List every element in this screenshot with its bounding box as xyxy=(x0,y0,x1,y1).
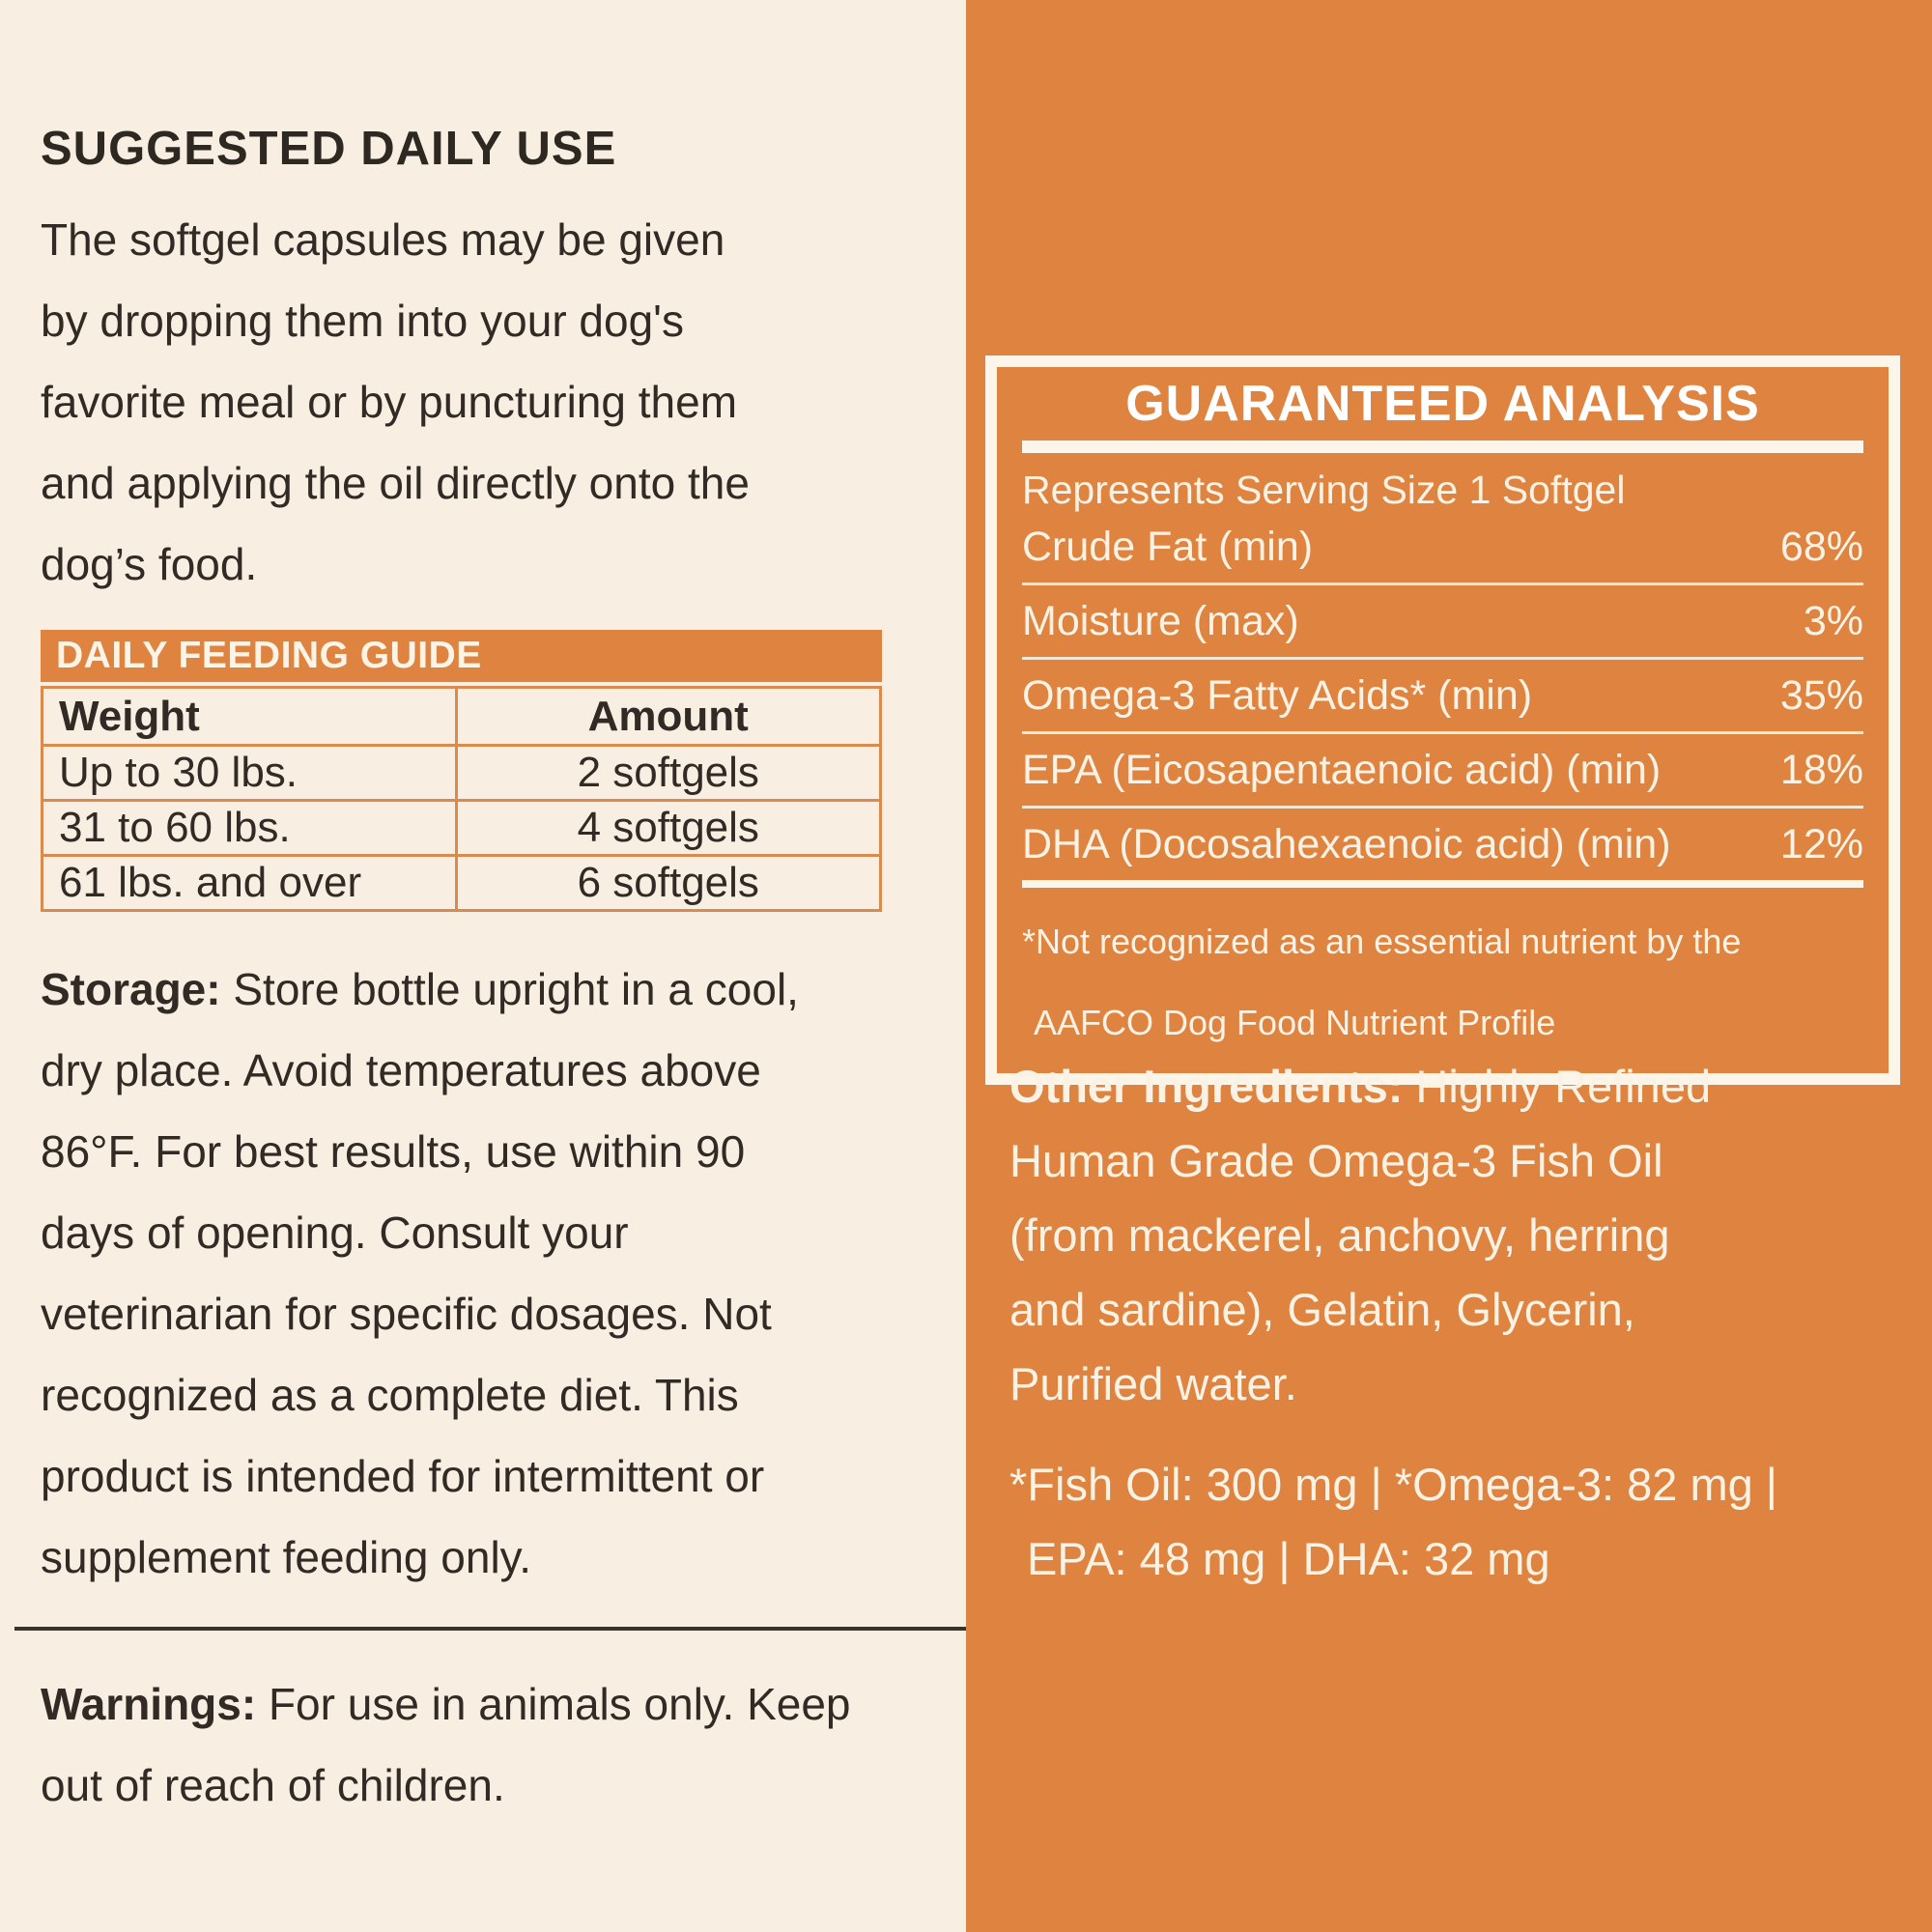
analysis-row xyxy=(1022,511,1863,582)
warnings-line-rest: For use in animals only. Keep xyxy=(256,1679,851,1729)
nutrient-label: Moisture (max) xyxy=(1022,598,1299,644)
nutrient-value: 35% xyxy=(1779,672,1863,719)
amount-cell: 2 softgels xyxy=(456,746,880,801)
warnings-paragraph xyxy=(41,1663,966,1826)
storage-line: product is intended for intermittent or xyxy=(41,1451,765,1501)
column-header-weight: Weight xyxy=(43,688,457,746)
nutrient-label: Omega-3 Fatty Acids* (min) xyxy=(1022,672,1533,719)
storage-line: days of opening. Consult your xyxy=(41,1208,629,1258)
amount-cell: 6 softgels xyxy=(456,856,880,911)
storage-paragraph xyxy=(41,949,966,1598)
other-ingredients-line-rest: Highly Refined xyxy=(1403,1061,1712,1112)
other-ingredients-line: and sardine), Gelatin, Glycerin, xyxy=(1009,1284,1635,1335)
storage-line: veterinarian for specific dosages. Not xyxy=(41,1289,772,1339)
feeding-guide-table xyxy=(41,686,882,912)
guaranteed-analysis-title: GUARANTEED ANALYSIS xyxy=(1125,376,1760,432)
nutrient-label: DHA (Docosahexaenoic acid) (min) xyxy=(1022,821,1671,867)
usage-line: The softgel capsules may be given xyxy=(41,214,725,265)
weight-cell: 31 to 60 lbs. xyxy=(43,801,457,856)
storage-line xyxy=(41,949,966,1030)
other-ingredients-line: Human Grade Omega-3 Fish Oil xyxy=(1009,1135,1663,1186)
storage-line: recognized as a complete diet. This xyxy=(41,1370,739,1420)
analysis-row xyxy=(1022,582,1863,657)
daily-feeding-guide xyxy=(41,630,882,912)
table-row xyxy=(43,801,881,856)
storage-line: supplement feeding only. xyxy=(41,1532,532,1582)
feeding-guide-column-row xyxy=(43,688,881,746)
storage-line: dry place. Avoid temperatures above xyxy=(41,1045,761,1095)
nutrient-value: 3% xyxy=(1803,598,1863,644)
usage-paragraph xyxy=(41,199,966,605)
title-underline-rule xyxy=(1022,440,1863,453)
amount-cell: 4 softgels xyxy=(456,801,880,856)
warnings-line: out of reach of children. xyxy=(41,1760,505,1810)
nutrient-value: 18% xyxy=(1779,747,1863,793)
nutrient-value: 12% xyxy=(1779,821,1863,867)
nutrient-value: 68% xyxy=(1779,524,1863,570)
usage-line: dog’s food. xyxy=(41,539,258,589)
table-row xyxy=(43,746,881,801)
analysis-row xyxy=(1022,731,1863,806)
footnote-line: AAFCO Dog Food Nutrient Profile xyxy=(1034,1003,1556,1042)
feeding-guide-header: DAILY FEEDING GUIDE xyxy=(41,630,882,682)
analysis-row xyxy=(1022,657,1863,731)
serving-size-note: Represents Serving Size 1 Softgel xyxy=(1022,468,1626,512)
column-header-amount: Amount xyxy=(456,688,880,746)
other-ingredients-label: Other Ingredients: xyxy=(1009,1061,1404,1112)
aafco-footnote xyxy=(1022,901,1863,1064)
other-ingredients-line: (from mackerel, anchovy, herring xyxy=(1009,1209,1670,1261)
usage-line: by dropping them into your dog's xyxy=(41,296,684,346)
footnote-separator-rule xyxy=(1022,880,1863,888)
dosage-line: EPA: 48 mg | DHA: 32 mg xyxy=(1027,1533,1550,1584)
right-panel xyxy=(966,0,1932,1932)
analysis-row xyxy=(1022,806,1863,880)
nutrient-label: Crude Fat (min) xyxy=(1022,524,1314,570)
weight-cell: Up to 30 lbs. xyxy=(43,746,457,801)
footnote-line: *Not recognized as an essential nutrient by the xyxy=(1022,922,1742,961)
weight-cell: 61 lbs. and over xyxy=(43,856,457,911)
other-ingredients-line xyxy=(1009,1049,1711,1123)
usage-line: and applying the oil directly onto the xyxy=(41,458,750,508)
nutrient-label: EPA (Eicosapentaenoic acid) (min) xyxy=(1022,747,1662,793)
other-ingredients-paragraph xyxy=(1009,1049,1711,1421)
table-row xyxy=(43,856,881,911)
guaranteed-analysis-box xyxy=(985,355,1900,1085)
storage-label: Storage: xyxy=(41,964,221,1014)
section-divider xyxy=(14,1627,966,1631)
usage-line: favorite meal or by puncturing them xyxy=(41,377,738,427)
other-ingredients-line: Purified water. xyxy=(1009,1358,1297,1409)
dosage-info xyxy=(1009,1447,1777,1596)
suggested-daily-use-title: SUGGESTED DAILY USE xyxy=(41,123,617,175)
storage-line-rest: Store bottle upright in a cool, xyxy=(220,964,799,1014)
analysis-rows xyxy=(1022,511,1863,880)
storage-line: 86°F. For best results, use within 90 xyxy=(41,1126,746,1177)
warnings-line xyxy=(41,1663,966,1745)
warnings-label: Warnings: xyxy=(41,1679,257,1729)
dosage-line: *Fish Oil: 300 mg | *Omega-3: 82 mg | xyxy=(1009,1459,1778,1510)
